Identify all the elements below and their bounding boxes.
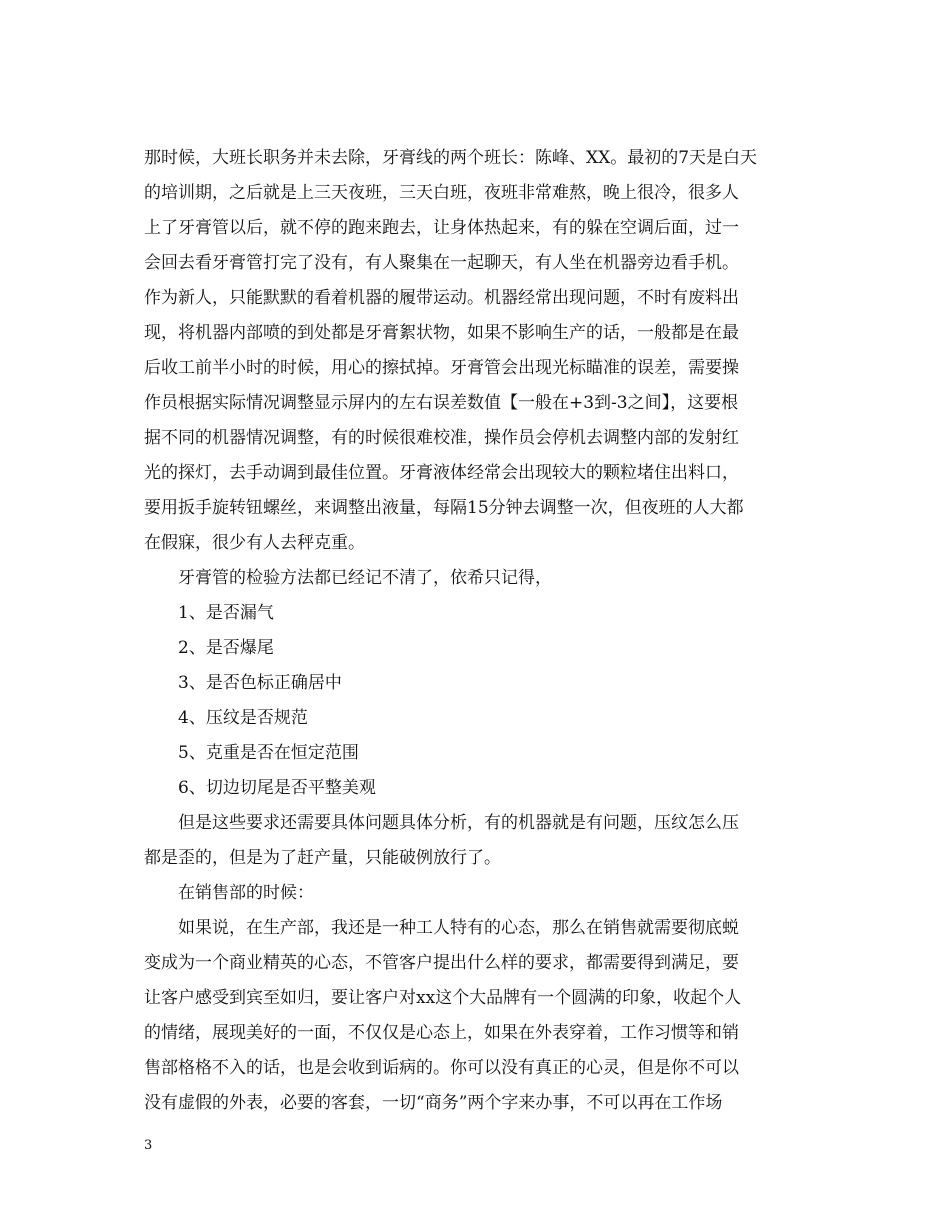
list-item: 1、是否漏气: [178, 603, 274, 623]
text-line: 售部格格不入的话，也是会收到诟病的。你可以没有真正的心灵，但是你不可以: [144, 1058, 739, 1078]
paragraph-first-line: 牙膏管的检验方法都已经记不清了，依希只记得，: [178, 568, 552, 588]
text-line: 在假寐，很少有人去秤克重。: [144, 533, 365, 553]
text-line: 据不同的机器情况调整，有的时候很难校准，操作员会停机去调整内部的发射红: [144, 428, 739, 448]
page-number: 3: [144, 1138, 153, 1153]
paragraph-first-line: 在销售部的时候：: [178, 883, 314, 903]
list-item: 3、是否色标正确居中: [178, 673, 342, 693]
text-line: 要用扳手旋转钮螺丝，来调整出液量，每隔15分钟去调整一次，但夜班的人大都: [144, 498, 744, 518]
text-line: 都是歪的，但是为了赶产量，只能破例放行了。: [144, 848, 501, 868]
text-line: 后收工前半小时的时候，用心的擦拭掉。牙膏管会出现光标瞄准的误差，需要操: [144, 358, 739, 378]
text-line: 让客户感受到宾至如归，要让客户对xx这个大品牌有一个圆满的印象，收起个人: [144, 988, 742, 1008]
text-line: 变成为一个商业精英的心态，不管客户提出什么样的要求，都需要得到满足，要: [144, 953, 739, 973]
text-line: 上了牙膏管以后，就不停的跑来跑去，让身体热起来，有的躲在空调后面，过一: [144, 218, 739, 238]
text-line: 那时候，大班长职务并未去除，牙膏线的两个班长：陈峰、XX。最初的7天是白天: [144, 148, 758, 168]
list-item: 2、是否爆尾: [178, 638, 274, 658]
paragraph-first-line: 但是这些要求还需要具体问题具体分析，有的机器就是有问题，压纹怎么压: [178, 813, 739, 833]
list-item: 5、克重是否在恒定范围: [178, 743, 359, 763]
text-line: 作为新人，只能默默的看着机器的履带运动。机器经常出现问题，不时有废料出: [144, 288, 739, 308]
paragraph-first-line: 如果说，在生产部，我还是一种工人特有的心态，那么在销售就需要彻底蜕: [178, 918, 739, 938]
text-line: 没有虚假的外表，必要的客套，一切“商务”两个字来办事，不可以再在工作场: [144, 1093, 723, 1113]
text-line: 作员根据实际情况调整显示屏内的左右误差数值【一般在+3到-3之间】，这要根: [144, 393, 739, 413]
text-line: 会回去看牙膏管打完了没有，有人聚集在一起聊天，有人坐在机器旁边看手机。: [144, 253, 739, 273]
text-line: 光的探灯，去手动调到最佳位置。牙膏液体经常会出现较大的颗粒堵住出料口，: [144, 463, 739, 483]
list-item: 4、压纹是否规范: [178, 708, 308, 728]
text-line: 现，将机器内部喷的到处都是牙膏絮状物，如果不影响生产的话，一般都是在最: [144, 323, 739, 343]
text-line: 的培训期，之后就是上三天夜班，三天白班，夜班非常难熬，晚上很冷，很多人: [144, 183, 739, 203]
list-item: 6、切边切尾是否平整美观: [178, 778, 376, 798]
text-line: 的情绪，展现美好的一面，不仅仅是心态上，如果在外表穿着，工作习惯等和销: [144, 1023, 739, 1043]
